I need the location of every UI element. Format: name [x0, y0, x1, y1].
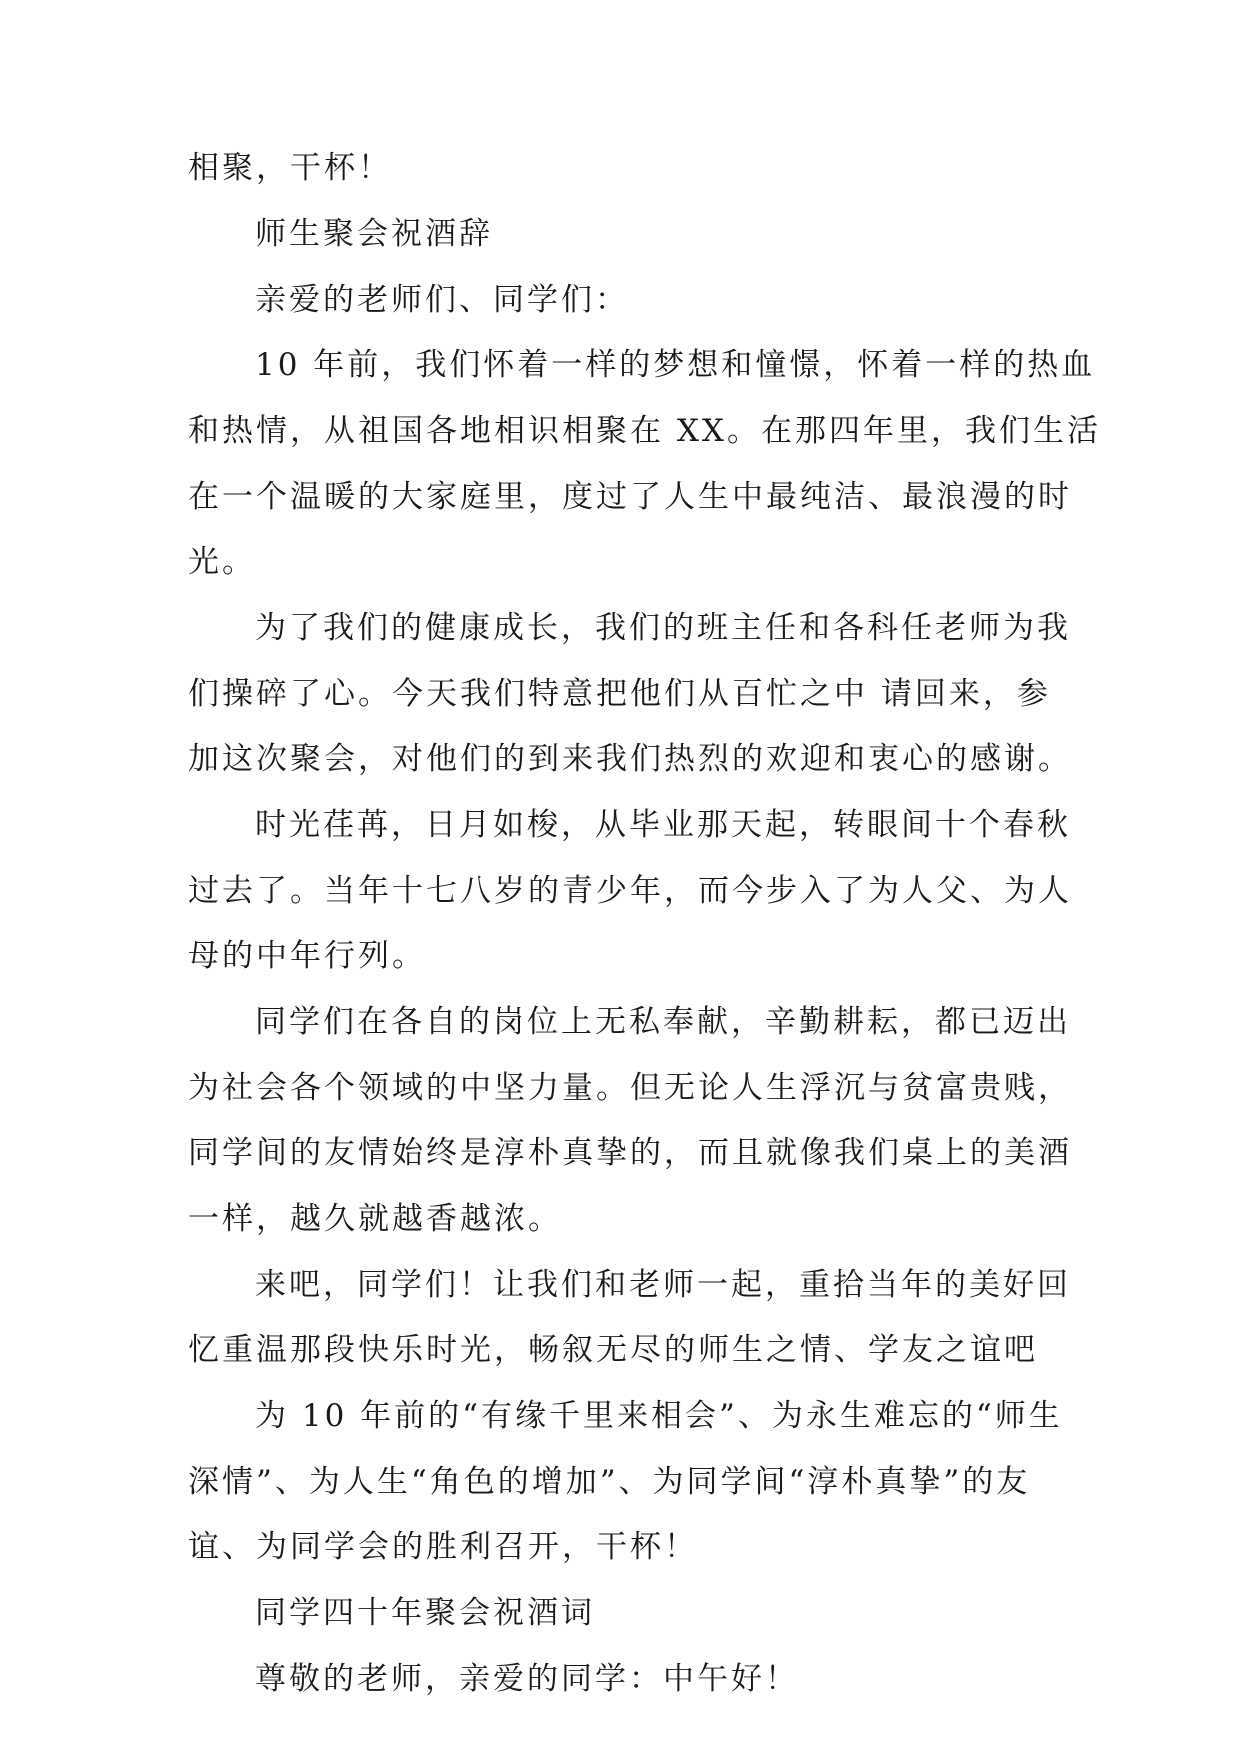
- text-line: 加这次聚会，对他们的到来我们热烈的欢迎和衷心的感谢。: [188, 741, 1072, 777]
- text-line: 和热情，从祖国各地相识相聚在 XX。在那四年里，我们生活: [188, 413, 1101, 449]
- text-line: 母的中年行列。: [188, 938, 426, 974]
- text-line: 们操碎了心。今天我们特意把他们从百忙之中 请回来，参: [188, 676, 1051, 712]
- text-line: 深情”、为人生“角色的增加”、为同学间“淳朴真挚”的友: [188, 1464, 1031, 1500]
- text-line: 同学们在各自的岗位上无私奉献，辛勤耕耘，都已迈出: [255, 1004, 1071, 1040]
- text-line: 过去了。当年十七八岁的青少年，而今步入了为人父、为人: [188, 873, 1072, 909]
- section-heading: 师生聚会祝酒辞: [255, 216, 493, 252]
- text-line: 时光荏苒，日月如梭，从毕业那天起，转眼间十个春秋: [255, 807, 1071, 843]
- salutation: 尊敬的老师，亲爱的同学：中午好！: [255, 1661, 799, 1697]
- salutation: 亲爱的老师们、同学们：: [255, 282, 629, 318]
- section-heading: 同学四十年聚会祝酒词: [255, 1595, 595, 1631]
- text-line: 一样，越久就越香越浓。: [188, 1201, 562, 1237]
- text-line: 光。: [188, 544, 256, 580]
- text-line: 为社会各个领域的中坚力量。但无论人生浮沉与贫富贵贱，: [188, 1070, 1072, 1106]
- text-line: 为 10 年前的“有缘千里来相会”、为永生难忘的“师生: [255, 1398, 1063, 1434]
- text-line: 为了我们的健康成长，我们的班主任和各科任老师为我: [255, 610, 1071, 646]
- text-line: 谊、为同学会的胜利召开，干杯！: [188, 1529, 698, 1565]
- text-line: 来吧，同学们！让我们和老师一起，重拾当年的美好回: [255, 1267, 1071, 1303]
- text-line: 忆重温那段快乐时光，畅叙无尽的师生之情、学友之谊吧: [188, 1332, 1038, 1368]
- text-line: 10 年前，我们怀着一样的梦想和憧憬，怀着一样的热血: [255, 347, 1096, 383]
- text-line: 同学间的友情始终是淳朴真挚的，而且就像我们桌上的美酒: [188, 1135, 1072, 1171]
- text-line: 相聚，干杯！: [188, 150, 392, 186]
- text-line: 在一个温暖的大家庭里，度过了人生中最纯洁、最浪漫的时: [188, 479, 1072, 515]
